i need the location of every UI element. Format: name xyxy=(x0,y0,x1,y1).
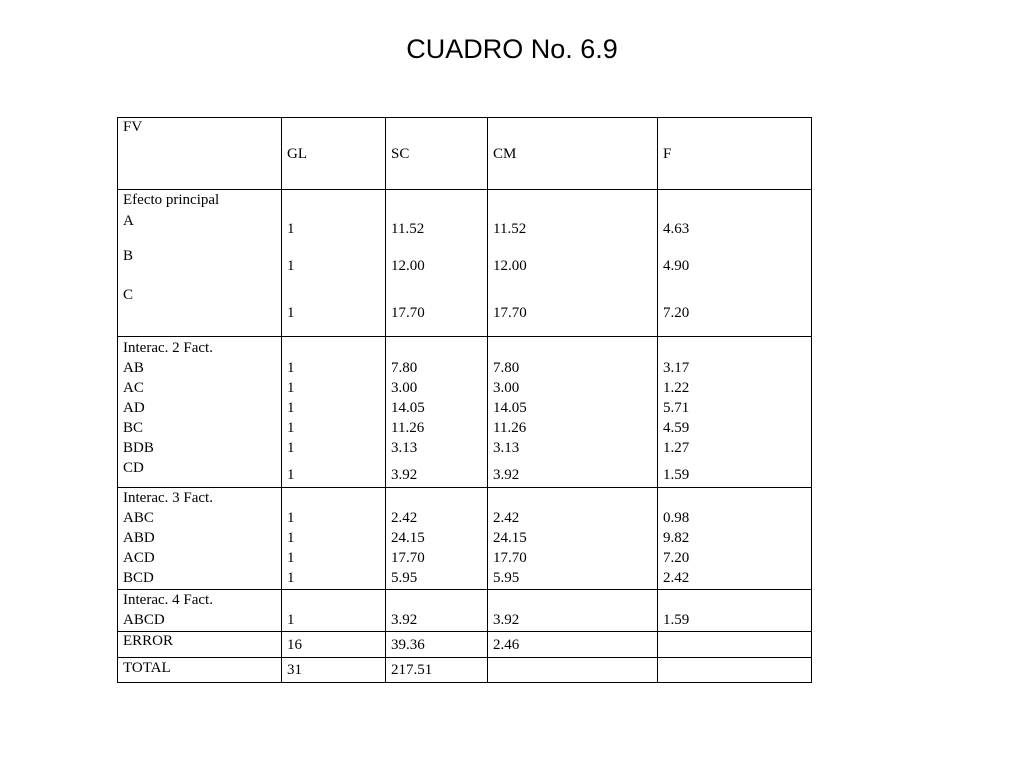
row-f: 2.42 xyxy=(663,570,690,586)
row-fv: BDB xyxy=(123,440,154,456)
row-sc: 7.80 xyxy=(391,360,418,376)
row-gl: 1 xyxy=(287,305,295,321)
row-gl: 1 xyxy=(287,510,295,526)
table-border-left xyxy=(117,117,118,683)
row-sc: 3.92 xyxy=(391,467,418,483)
row-f: 1.27 xyxy=(663,440,690,456)
row-fv: C xyxy=(123,287,134,303)
table-border-top xyxy=(117,117,812,118)
row-f: 0.98 xyxy=(663,510,690,526)
row-sc: 3.00 xyxy=(391,380,418,396)
row-fv: ACD xyxy=(123,550,155,566)
row-sc: 12.00 xyxy=(391,258,425,274)
total-sc: 217.51 xyxy=(391,662,433,678)
row-cm: 11.52 xyxy=(493,221,527,237)
header-sc: SC xyxy=(391,146,410,162)
row-cm: 3.13 xyxy=(493,440,520,456)
row-fv: AB xyxy=(123,360,144,376)
row-fv: ABD xyxy=(123,530,155,546)
row-gl: 1 xyxy=(287,360,295,376)
total-fv: TOTAL xyxy=(123,660,171,676)
row-fv: ABCD xyxy=(123,612,165,628)
row-sc: 11.52 xyxy=(391,221,425,237)
column-separator xyxy=(487,117,488,683)
row-fv: A xyxy=(123,213,134,229)
row-f: 1.59 xyxy=(663,612,690,628)
row-gl: 1 xyxy=(287,530,295,546)
header-separator xyxy=(117,189,812,190)
row-fv: BCD xyxy=(123,570,154,586)
row-fv: ABC xyxy=(123,510,154,526)
table-border-bottom xyxy=(117,682,812,683)
column-separator xyxy=(385,117,386,683)
group-separator xyxy=(117,657,812,658)
row-sc: 3.13 xyxy=(391,440,418,456)
row-f: 4.90 xyxy=(663,258,690,274)
group-label: Interac. 3 Fact. xyxy=(123,490,213,506)
row-gl: 1 xyxy=(287,258,295,274)
row-cm: 24.15 xyxy=(493,530,527,546)
row-f: 4.63 xyxy=(663,221,690,237)
header-gl: GL xyxy=(287,146,307,162)
row-cm: 12.00 xyxy=(493,258,527,274)
row-f: 5.71 xyxy=(663,400,690,416)
row-cm: 3.92 xyxy=(493,612,520,628)
row-sc: 17.70 xyxy=(391,305,425,321)
row-gl: 1 xyxy=(287,570,295,586)
total-gl: 31 xyxy=(287,662,302,678)
row-sc: 11.26 xyxy=(391,420,425,436)
row-fv: CD xyxy=(123,460,144,476)
row-f: 7.20 xyxy=(663,305,690,321)
row-gl: 1 xyxy=(287,440,295,456)
page-title: CUADRO No. 6.9 xyxy=(406,34,618,64)
group-separator xyxy=(117,589,812,590)
row-f: 4.59 xyxy=(663,420,690,436)
row-sc: 24.15 xyxy=(391,530,425,546)
row-f: 9.82 xyxy=(663,530,690,546)
row-f: 1.22 xyxy=(663,380,690,396)
row-cm: 17.70 xyxy=(493,550,527,566)
row-gl: 1 xyxy=(287,221,295,237)
row-cm: 3.00 xyxy=(493,380,520,396)
group-label: Interac. 4 Fact. xyxy=(123,592,213,608)
row-gl: 1 xyxy=(287,612,295,628)
column-separator xyxy=(657,117,658,683)
row-cm: 5.95 xyxy=(493,570,520,586)
row-sc: 17.70 xyxy=(391,550,425,566)
row-sc: 5.95 xyxy=(391,570,418,586)
group-label: Interac. 2 Fact. xyxy=(123,340,213,356)
row-cm: 7.80 xyxy=(493,360,520,376)
header-cm: CM xyxy=(493,146,517,162)
header-fv: FV xyxy=(123,119,143,135)
row-gl: 1 xyxy=(287,420,295,436)
row-sc: 3.92 xyxy=(391,612,418,628)
error-gl: 16 xyxy=(287,637,302,653)
row-cm: 11.26 xyxy=(493,420,527,436)
row-fv: BC xyxy=(123,420,144,436)
row-fv: AD xyxy=(123,400,145,416)
row-fv: AC xyxy=(123,380,144,396)
anova-table xyxy=(117,117,812,683)
row-sc: 2.42 xyxy=(391,510,418,526)
column-separator xyxy=(281,117,282,683)
error-fv: ERROR xyxy=(123,633,174,649)
row-gl: 1 xyxy=(287,467,295,483)
row-f: 7.20 xyxy=(663,550,690,566)
header-f: F xyxy=(663,146,672,162)
row-cm: 17.70 xyxy=(493,305,527,321)
group-separator xyxy=(117,487,812,488)
row-gl: 1 xyxy=(287,380,295,396)
row-gl: 1 xyxy=(287,400,295,416)
row-cm: 2.42 xyxy=(493,510,520,526)
error-sc: 39.36 xyxy=(391,637,425,653)
row-cm: 14.05 xyxy=(493,400,527,416)
row-f: 1.59 xyxy=(663,467,690,483)
error-cm: 2.46 xyxy=(493,637,520,653)
row-cm: 3.92 xyxy=(493,467,520,483)
group-label: Efecto principal xyxy=(123,192,220,208)
group-separator xyxy=(117,631,812,632)
row-gl: 1 xyxy=(287,550,295,566)
table-border-right xyxy=(811,117,812,683)
group-separator xyxy=(117,336,812,337)
row-f: 3.17 xyxy=(663,360,690,376)
row-sc: 14.05 xyxy=(391,400,425,416)
row-fv: B xyxy=(123,248,134,264)
